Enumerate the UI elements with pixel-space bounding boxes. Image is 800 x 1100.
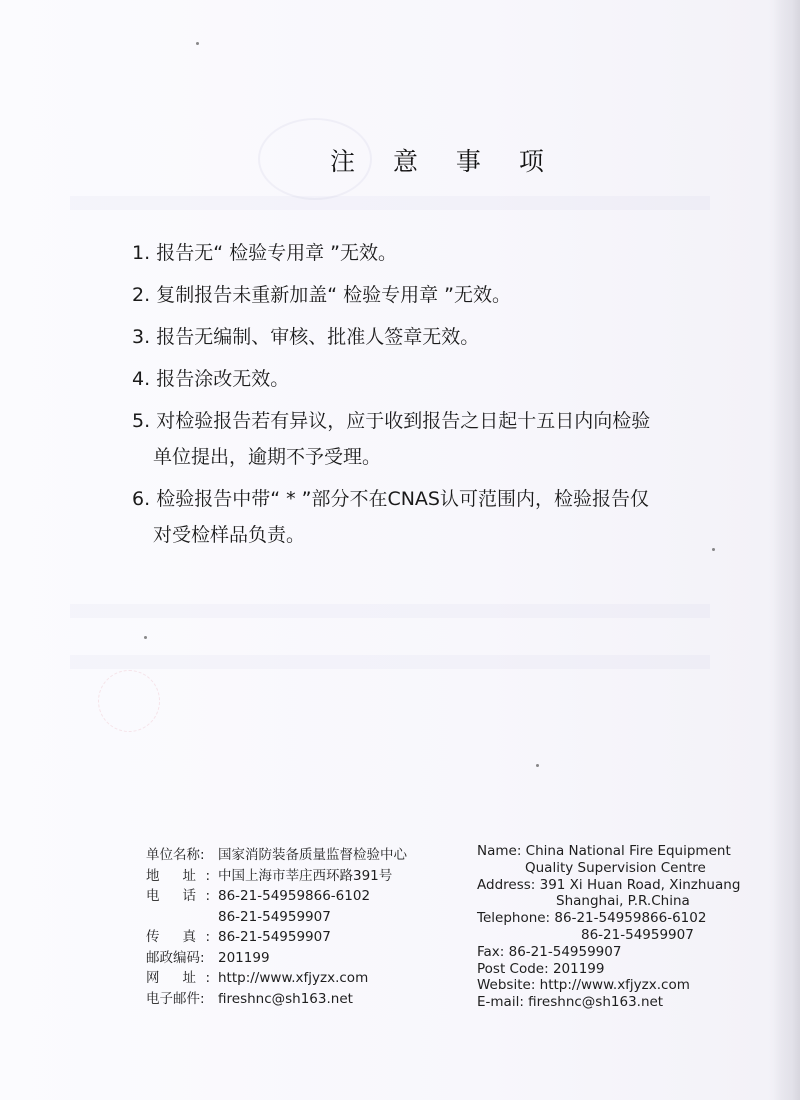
postcode-line: Post Code: 201199 [477,960,605,977]
address-line: Address: 391 Xi Huan Road, Xinzhuang [477,876,741,893]
postcode-value: 201199 [218,949,270,966]
contact-block-chinese [146,845,407,1009]
contact-block-english [477,843,740,1011]
contact-row [146,989,407,1010]
phone-value: 86-21-54959866-6102 [218,888,371,904]
phone-label: 电 话: [146,888,210,904]
name-line: Quality Supervision Centre [525,859,706,876]
website-value: http://www.xfjyzx.com [218,970,369,986]
unit-label: 单位名称: [146,847,205,863]
notice-item [132,232,732,274]
notice-text: 检验报告中带“ * ”部分不在CNAS认可范围内，检验报告仅 [156,488,649,510]
notice-text: 报告涂改无效。 [156,368,290,390]
notice-item [132,358,732,400]
notice-item [132,400,732,478]
notice-text: 对检验报告若有异议，应于收到报告之日起十五日内向检验 [156,410,651,432]
unit-value: 国家消防装备质量监督检验中心 [218,847,407,863]
fax-label: 传 真: [146,929,210,945]
paper-speck [144,636,147,639]
watermark-band [70,655,710,669]
contact-row [146,845,407,866]
paper-speck [536,764,539,767]
paper-speck [196,42,199,45]
phone-value: 86-21-54959907 [218,908,331,925]
notice-item [132,316,732,358]
notice-number: 2. [132,284,151,306]
contact-row [146,907,407,928]
fax-line: Fax: 86-21-54959907 [477,943,622,960]
stamp-trace [98,670,160,732]
email-label: 电子邮件: [146,990,205,1007]
address-label: 地 址: [146,867,210,884]
notice-list [132,232,732,556]
notice-item [132,274,732,316]
notice-text: 报告无编制、审核、批准人签章无效。 [156,326,480,348]
notice-continuation: 单位提出，逾期不予受理。 [153,446,382,468]
email-value: fireshnc@sh163.net [218,990,353,1007]
website-line: Website: http://www.xfjyzx.com [477,977,690,994]
contact-row [146,866,407,887]
notice-item [132,478,732,556]
postcode-label: 邮政编码: [146,949,205,966]
address-line: Shanghai, P.R.China [556,893,690,910]
fax-value: 86-21-54959907 [218,929,331,945]
watermark-band [70,604,710,618]
email-line: E-mail: fireshnc@sh163.net [477,994,664,1011]
notice-number: 5. [132,410,151,432]
website-label: 网 址: [146,970,210,986]
notice-number: 4. [132,368,151,390]
notice-continuation: 对受检样品负责。 [153,524,306,546]
watermark-band [70,196,710,210]
notice-number: 1. [132,242,151,264]
contact-row [146,968,407,989]
page-title: 注 意 事 项 [330,147,559,176]
name-line: Name: China National Fire Equipment [477,843,731,859]
notice-number: 3. [132,326,151,348]
telephone-line: Telephone: 86-21-54959866-6102 [477,910,707,927]
contact-row [146,927,407,948]
address-value: 中国上海市莘庄西环路391号 [218,867,393,884]
telephone-line: 86-21-54959907 [581,926,694,943]
page-edge-shadow [774,0,800,1100]
contact-row [146,948,407,969]
notice-text: 复制报告未重新加盖“ 检验专用章 ”无效。 [156,284,511,306]
contact-row [146,886,407,907]
notice-text: 报告无“ 检验专用章 ”无效。 [156,242,397,264]
notice-number: 6. [132,488,151,510]
